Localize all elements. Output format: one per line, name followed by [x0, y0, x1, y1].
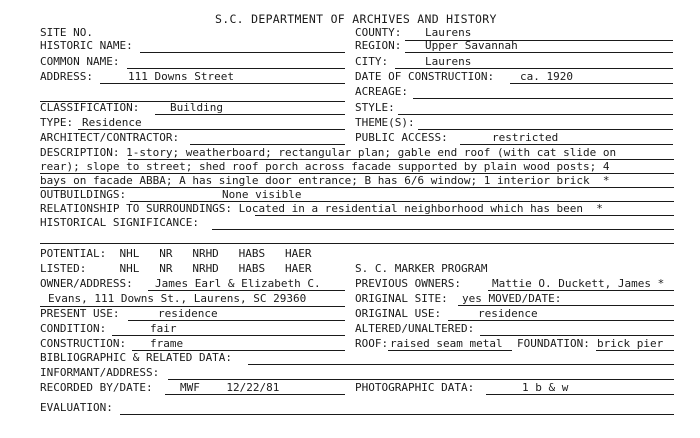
owner-line-1	[148, 290, 345, 291]
original-site-label: ORIGINAL SITE:	[355, 292, 448, 305]
original-use-label: ORIGINAL USE:	[355, 307, 442, 320]
owner-address-label: OWNER/ADDRESS:	[40, 277, 133, 290]
site-no-label: SITE NO.	[40, 26, 93, 39]
foundation-value: brick pier	[597, 337, 664, 350]
classification-value: Building	[170, 101, 223, 114]
address-label: ADDRESS:	[40, 70, 93, 83]
city-value: Laurens	[425, 55, 472, 68]
acreage-line	[413, 98, 673, 99]
recorded-line	[165, 394, 345, 395]
condition-label: CONDITION:	[40, 322, 107, 335]
bibliographic-label: BIBLIOGRAPHIC & RELATED DATA:	[40, 351, 233, 364]
construction-label: CONSTRUCTION:	[40, 337, 127, 350]
evaluation-label: EVALUATION:	[40, 401, 113, 414]
foundation-line	[596, 350, 674, 351]
informant-line	[168, 379, 674, 380]
common-name-line	[127, 68, 345, 69]
architect-line	[190, 144, 345, 145]
historic-name-label: HISTORIC NAME:	[40, 39, 133, 52]
roof-line	[388, 350, 512, 351]
description-underline-3	[40, 187, 674, 188]
style-line	[398, 114, 673, 115]
present-use-label: PRESENT USE:	[40, 307, 120, 320]
type-value: Residence	[82, 116, 142, 129]
photographic-data-label: PHOTOGRAPHIC DATA:	[355, 381, 475, 394]
type-label: TYPE:	[40, 116, 74, 129]
roof-value: raised seam metal	[390, 337, 503, 350]
owner-address-value: James Earl & Elizabeth C.	[155, 277, 321, 290]
description-line-3: bays on facade ABBA; A has single door entrance; B has 6/6 window; 1 interior brick *	[40, 174, 610, 187]
public-access-value: restricted	[492, 131, 559, 144]
historic-name-line	[140, 52, 345, 53]
address-line	[100, 83, 345, 84]
type-line	[78, 129, 345, 130]
previous-owners-value: Mattie O. Duckett, James *	[492, 277, 665, 290]
previous-owners-label: PREVIOUS OWNERS:	[355, 277, 461, 290]
present-use-line	[128, 320, 345, 321]
themes-line	[418, 129, 673, 130]
photographic-data-value: 1 b & w	[522, 381, 569, 394]
recorded-by-date-label: RECORDED BY/DATE:	[40, 381, 153, 394]
county-value: Laurens	[425, 26, 472, 39]
original-use-value: residence	[478, 307, 538, 320]
acreage-label: ACREAGE:	[355, 85, 408, 98]
date-of-construction-label: DATE OF CONSTRUCTION:	[355, 70, 495, 83]
historical-significance-line-2	[40, 243, 674, 244]
outbuildings-label: OUTBUILDINGS:	[40, 188, 127, 201]
relationship-to-surroundings: RELATIONSHIP TO SURROUNDINGS: Located in a residential neighborhood which has been *	[40, 202, 603, 215]
city-label: CITY:	[355, 55, 389, 68]
recorded-by-date-value: MWF 12/22/81	[180, 381, 280, 394]
date-line	[510, 83, 673, 84]
relationship-line	[255, 215, 674, 216]
original-site-value: yes MOVED/DATE:	[462, 292, 562, 305]
informant-address-label: INFORMANT/ADDRESS:	[40, 366, 160, 379]
address-value: 111 Downs Street	[128, 70, 234, 83]
present-use-value: residence	[158, 307, 218, 320]
form-title: S.C. DEPARTMENT OF ARCHIVES AND HISTORY	[215, 12, 497, 26]
themes-label: THEME(S):	[355, 116, 415, 129]
date-of-construction-value: ca. 1920	[520, 70, 573, 83]
condition-value: fair	[150, 322, 177, 335]
region-line	[405, 52, 673, 53]
historical-significance-line-1	[212, 229, 674, 230]
region-value: Upper Savannah	[425, 39, 518, 52]
original-site-line	[458, 305, 674, 306]
common-name-label: COMMON NAME:	[40, 55, 120, 68]
outbuildings-value: None visible	[222, 188, 302, 201]
style-label: STYLE:	[355, 101, 395, 114]
architect-contractor-label: ARCHITECT/CONTRACTOR:	[40, 131, 180, 144]
previous-owners-line	[488, 290, 674, 291]
condition-line	[112, 335, 345, 336]
potential-row: POTENTIAL: NHL NR NRHD HABS HAER	[40, 247, 312, 260]
bibliographic-line	[248, 364, 674, 365]
altered-unaltered-label: ALTERED/UNALTERED:	[355, 322, 475, 335]
listed-row: LISTED: NHL NR NRHD HABS HAER	[40, 262, 312, 275]
original-use-line	[448, 320, 674, 321]
classification-line	[155, 114, 345, 115]
region-label: REGION:	[355, 39, 402, 52]
public-access-line	[460, 144, 673, 145]
historical-significance-label: HISTORICAL SIGNIFICANCE:	[40, 216, 199, 229]
foundation-label: FOUNDATION:	[517, 337, 590, 350]
public-access-label: PUBLIC ACCESS:	[355, 131, 448, 144]
photographic-line	[486, 394, 674, 395]
description-line-2: rear); slope to street; shed roof porch across facade supported by plain wood posts; 4	[40, 160, 610, 173]
classification-label: CLASSIFICATION:	[40, 101, 140, 114]
evaluation-line	[120, 414, 674, 415]
marker-program-label: S. C. MARKER PROGRAM	[355, 262, 488, 275]
city-line	[395, 68, 673, 69]
altered-line	[480, 335, 674, 336]
owner-address-line-2: Evans, 111 Downs St., Laurens, SC 29360	[48, 292, 307, 305]
roof-label: ROOF:	[355, 337, 389, 350]
description-line-1: DESCRIPTION: 1-story; weatherboard; rectangular plan; gable end roof (with cat slide on	[40, 146, 617, 159]
construction-value: frame	[150, 337, 184, 350]
county-label: COUNTY:	[355, 26, 402, 39]
